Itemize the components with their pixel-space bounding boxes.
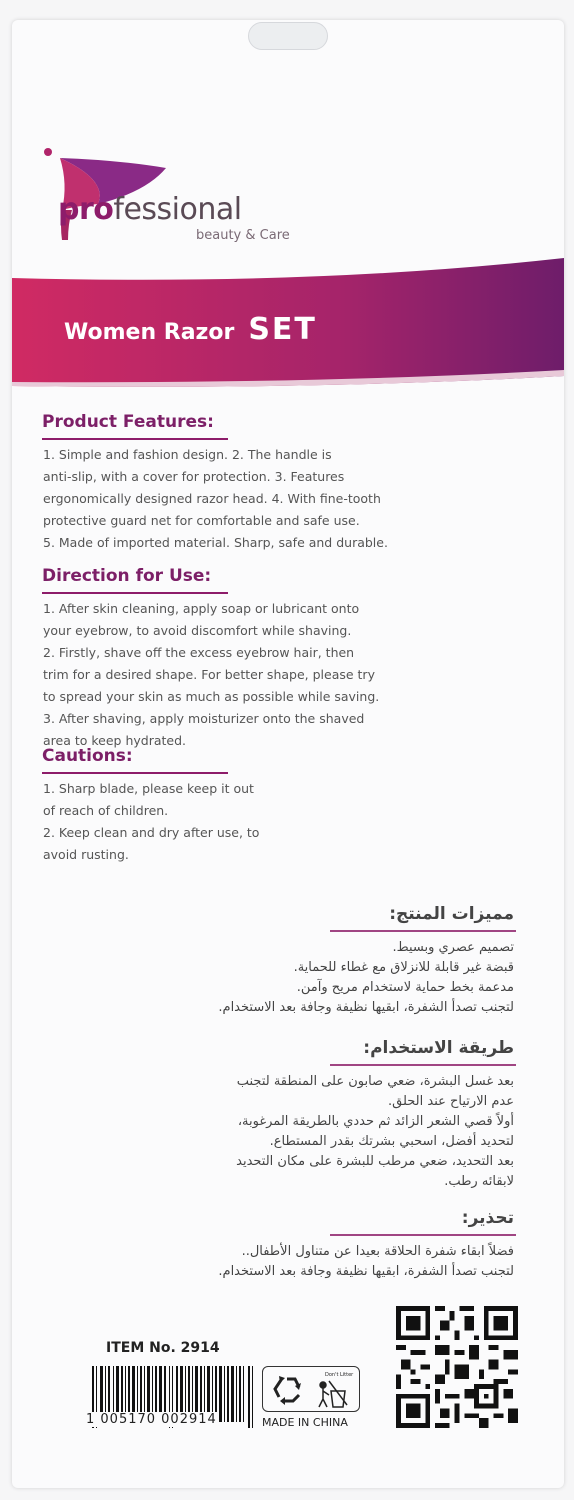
- ar-cautions-rule: [330, 1234, 516, 1236]
- hang-hole: [248, 22, 328, 50]
- ar-cautions-text: فضلاً ابقاء شفرة الحلاقة بعيدا عن متناول الأطفال.. لتجنب تصدأ الشفرة، ابقيها نظيفة وجافة بعد الاستخدام.: [218, 1244, 514, 1279]
- made-in-label: MADE IN CHINA: [262, 1416, 348, 1429]
- ar-directions-text: بعد غسل البشرة، ضعي صابون على المنطقة لتجنب عدم الارتياح عند الحلق. أولاً قصي الشعر الزائد ثم حددي بالطريقة المرغوبة، لتحديد أفضل، اسحبي بشرتك بقدر المستطاع. بعد التحديد، ضعي مرطب للبشرة على مكان التحديد لابقائه رطب.: [236, 1074, 514, 1189]
- ar-features-rule: [330, 930, 516, 932]
- qr-code-icon: [396, 1306, 518, 1428]
- ar-directions-heading: طريقة الاستخدام:: [363, 1038, 514, 1058]
- ar-cautions-heading: تحذير:: [461, 1208, 514, 1228]
- features-rule: [42, 438, 228, 440]
- barcode-number: 1 005170 002914: [86, 1412, 217, 1427]
- ar-features-text: تصميم عصري وبسيط. قبضة غير قابلة للانزلاق مع غطاء للحماية. مدعمة بخط حماية لاستخدام مريح وآمن. لتجنب تصدأ الشفرة، ابقيها نظيفة وجافة بعد الاستخدام.: [218, 940, 514, 1015]
- directions-rule: [42, 592, 228, 594]
- brand-tagline: beauty & Care: [196, 228, 290, 243]
- recycle-icons-box: [262, 1366, 360, 1412]
- ar-directions-rule: [330, 1064, 516, 1066]
- directions-text: 1. After skin cleaning, apply soap or lubricant onto your eyebrow, to avoid discomfort while shaving. 2. Firstly, shave off the excess eyebrow hair, then trim for a desired shape. For better shape, please try to spread your skin as much as possible while saving. 3. After shaving, apply moisturizer onto the shaved area to keep hydrated.: [43, 601, 380, 748]
- features-heading: Product Features:: [42, 412, 214, 432]
- product-title: Women Razor SET: [64, 312, 317, 347]
- brand-name: professional: [58, 192, 242, 227]
- cautions-text: 1. Sharp blade, please keep it out of reach of children. 2. Keep clean and dry after use, to avoid rusting.: [43, 781, 260, 862]
- directions-heading: Direction for Use:: [42, 566, 212, 586]
- dont-litter-label: Don't Litter: [325, 1372, 354, 1378]
- recycle-icon: [263, 1367, 359, 1411]
- item-number: ITEM No. 2914: [106, 1340, 220, 1356]
- cautions-rule: [42, 772, 228, 774]
- features-text: 1. Simple and fashion design. 2. The handle is anti-slip, with a cover for protection. 3. Features ergonomically designed razor head. 4. With fine-tooth protective guard net for comfortable and safe use. 5. Made of imported material. Sharp, safe and durable.: [43, 447, 388, 550]
- cautions-heading: Cautions:: [42, 746, 133, 766]
- ar-features-heading: مميزات المنتج:: [389, 904, 514, 924]
